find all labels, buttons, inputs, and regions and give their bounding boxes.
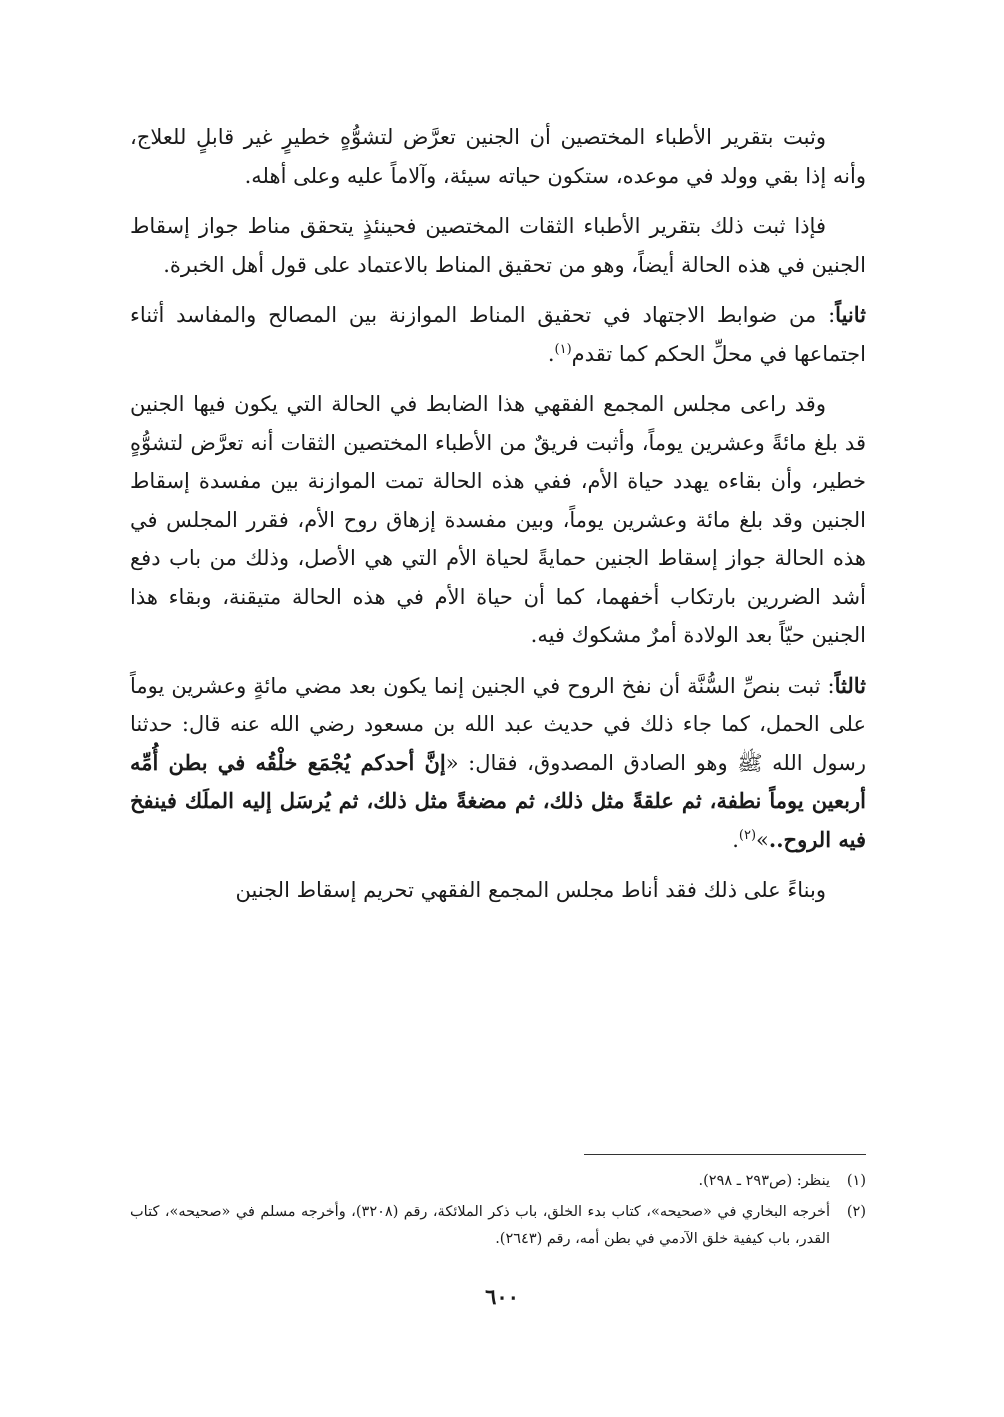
paragraph-3 [130,296,866,373]
quote-close: » [756,827,769,852]
paragraph-3-text: : من ضوابط الاجتهاد في تحقيق المناط الموازنة بين المصالح والمفاسد أثناء اجتماعها في محلِّ الحكم كما تقدم [130,303,866,366]
footnote-text: أخرجه البخاري في «صحيحه»، كتاب بدء الخلق، باب ذكر الملائكة، رقم (٣٢٠٨)، وأخرجه مسلم في «صحيحه»، كتاب القدر، باب كيفية خلق الآدمي في بطن أمه، رقم (٢٦٤٣). [130,1204,830,1247]
footnote-number: (٢) [846,1204,866,1220]
footnote-ref-2[interactable]: (٢) [738,827,757,843]
paragraph-5 [130,667,866,860]
main-text [130,118,866,922]
section-lead-second: ثانياً [835,302,866,327]
footnote-1 [130,1168,866,1195]
paragraph-3-end: . [547,341,555,366]
paragraph-1: وثبت بتقرير الأطباء المختصين أن الجنين تعرَّض لتشوُّهٍ خطيرٍ غير قابلٍ للعلاج، وأنه إذا بقي وولد في موعده، ستكون حياته سيئة، وآلاماً عليه وعلى أهله. [130,125,866,188]
paragraph-5-text: : ثبت بنصِّ السُّنَّة أن نفخ الروح في الجنين إنما يكون بعد مضي مائةٍ وعشرين يوماً على الحمل، كما جاء ذلك في حديث عبد الله بن مسعود رضي الله عنه قال: حدثنا رسول الله ﷺ وهو الصادق المصدوق، فقال: « [130,673,866,775]
hadith-quote: إنَّ أحدكم يُجْمَع خلْقُه في بطن أُمِّه أربعين يوماً نطفة، ثم علقةً مثل ذلك، ثم مضغةً مثل ذلك، ثم يُرسَل إليه الملَك فينفخ فيه الروح.. [130,749,866,852]
footnote-ref-1[interactable]: (١) [554,341,572,357]
section-lead-third: ثالثاً [834,672,866,698]
footnotes [130,1168,866,1257]
footnote-text: ينظر: (ص٢٩٣ ـ ٢٩٨). [698,1173,830,1189]
page-number: ٦٠٠ [485,1284,519,1309]
footnote-divider [584,1154,866,1155]
paragraph-2: فإذا ثبت ذلك بتقرير الأطباء الثقات المختصين فحينئذٍ يتحقق مناط جواز إسقاط الجنين في هذه الحالة أيضاً، وهو من تحقيق المناط بالاعتماد على قول أهل الخبرة. [130,214,866,277]
paragraph-6: وبناءً على ذلك فقد أناط مجلس المجمع الفقهي تحريم إسقاط الجنين [235,878,826,902]
footnote-2 [130,1199,866,1253]
paragraph-4: وقد راعى مجلس المجمع الفقهي هذا الضابط في الحالة التي يكون فيها الجنين قد بلغ مائةً وعشرين يوماً، وأثبت فريقٌ من الأطباء المختصين الثقات أنه تعرَّض لتشوُّهٍ خطير، وأن بقاءه يهدد حياة الأم، ففي هذه الحالة تمت الموازنة بين مفسدة إسقاط الجنين وقد بلغ مائة وعشرين يوماً، وبين مفسدة إزهاق روح الأم، فقرر المجلس في هذه الحالة جواز إسقاط الجنين حمايةً لحياة الأم التي هي الأصل، وذلك من باب دفع أشد الضررين بارتكاب أخفهما، كما أن حياة الأم في هذه الحالة متيقنة، وبقاء هذا الجنين حيّاً بعد الولادة أمرٌ مشكوك فيه. [130,392,866,647]
paragraph-5-end: . [732,827,739,852]
footnote-number: (١) [846,1173,866,1189]
